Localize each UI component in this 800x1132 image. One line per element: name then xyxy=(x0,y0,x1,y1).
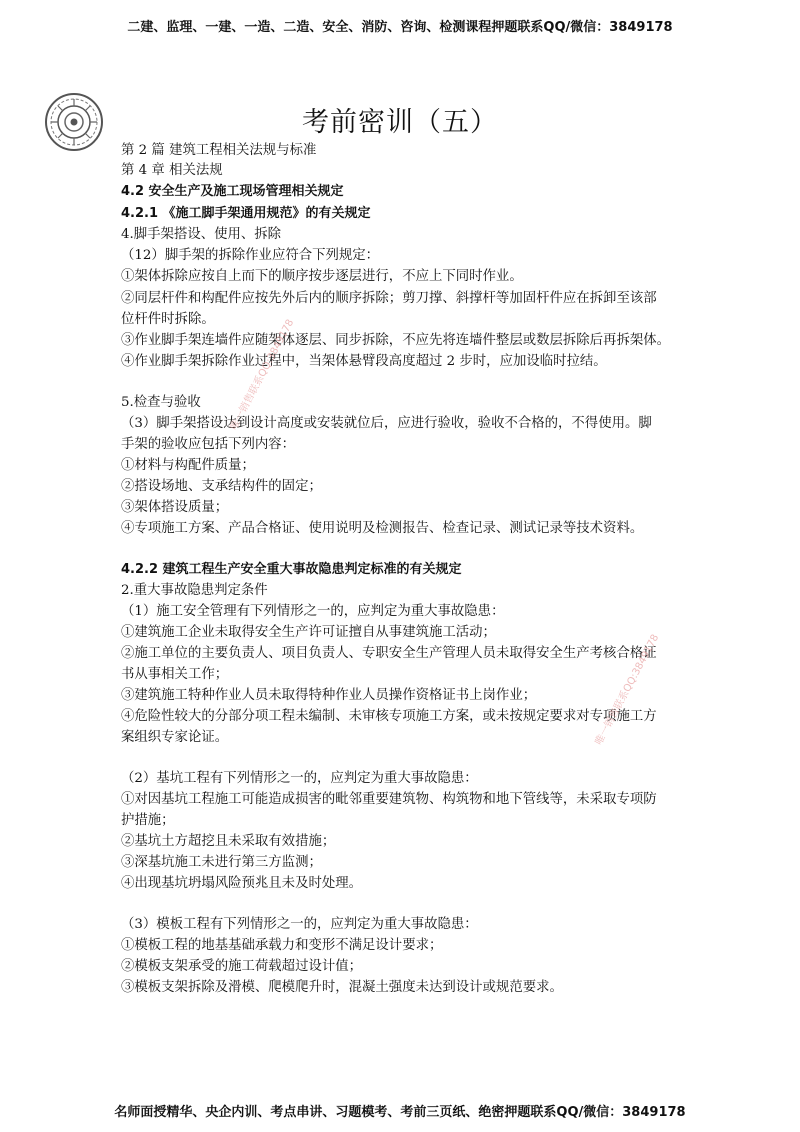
paragraph-line: ①对因基坑工程施工可能造成损害的毗邻重要建筑物、构筑物和地下管线等，未采取专项防 xyxy=(121,792,657,807)
section-chapter-heading: 第 4 章 相关法规 xyxy=(121,163,223,178)
paragraph-line: ②同层杆件和构配件应按先外后内的顺序拆除；剪刀撑、斜撑杆等加固杆件应在拆卸至该部 xyxy=(121,291,657,306)
paragraph-line: ③建筑施工特种作业人员未取得特种作业人员操作资格证书上岗作业； xyxy=(121,688,537,703)
watermark: 唯一销售联系QQ:3849178 xyxy=(593,632,662,748)
paragraph-line: （1）施工安全管理有下列情形之一的，应判定为重大事故隐患： xyxy=(121,604,505,619)
paragraph-line: （3）脚手架搭设达到设计高度或安装就位后，应进行验收，验收不合格的，不得使用。脚 xyxy=(121,416,652,431)
paragraph-line: ③模板支架拆除及滑模、爬模爬升时，混凝土强度未达到设计或规范要求。 xyxy=(121,980,563,995)
paragraph-line: ②模板支架承受的施工荷载超过设计值； xyxy=(121,959,363,974)
paragraph-line: ③作业脚手架连墙件应随架体逐层、同步拆除，不应先将连墙件整层或数层拆除后再拆架体。 xyxy=(121,333,671,348)
paragraph-line: ②搭设场地、支承结构件的固定； xyxy=(121,479,322,494)
paragraph-line: ④危险性较大的分部分项工程未编制、未审核专项施工方案，或未按规定要求对专项施工方 xyxy=(121,709,657,724)
subsection-heading: 2.重大事故隐患判定条件 xyxy=(121,583,268,598)
paragraph-line: 护措施； xyxy=(121,813,175,828)
page-footer: 名师面授精华、央企内训、考点串讲、习题模考、考前三页纸、绝密押题联系QQ/微信：3849178 xyxy=(114,1105,686,1120)
section-part-heading: 第 2 篇 建筑工程相关法规与标准 xyxy=(121,143,317,158)
section-heading-4-2-1: 4.2.1 《施工脚手架通用规范》的有关规定 xyxy=(121,206,371,221)
paragraph-line: ③架体搭设质量； xyxy=(121,500,229,515)
paragraph-line: ②基坑土方超挖且未采取有效措施； xyxy=(121,834,336,849)
paragraph-line: ①材料与构配件质量； xyxy=(121,458,255,473)
paragraph-line: （3）模板工程有下列情形之一的，应判定为重大事故隐患： xyxy=(121,917,478,932)
paragraph-line: （2）基坑工程有下列情形之一的，应判定为重大事故隐患： xyxy=(121,771,478,786)
section-heading-4-2-2: 4.2.2 建筑工程生产安全重大事故隐患判定标准的有关规定 xyxy=(121,562,462,577)
paragraph-line: ④作业脚手架拆除作业过程中，当架体悬臂段高度超过 2 步时，应加设临时拉结。 xyxy=(121,354,607,369)
paragraph-line: 案组织专家论证。 xyxy=(121,730,229,745)
paragraph-line: ①建筑施工企业未取得安全生产许可证擅自从事建筑施工活动； xyxy=(121,625,496,640)
paragraph-line: 手架的验收应包括下列内容： xyxy=(121,437,296,452)
paragraph-line: ④专项施工方案、产品合格证、使用说明及检测报告、检查记录、测试记录等技术资料。 xyxy=(121,521,644,536)
paragraph-line: ②施工单位的主要负责人、项目负责人、专职安全生产管理人员未取得安全生产考核合格证 xyxy=(121,646,657,661)
paragraph-line: ①架体拆除应按自上而下的顺序按步逐层进行，不应上下同时作业。 xyxy=(121,269,523,284)
page-title: 考前密训（五） xyxy=(302,107,498,138)
paragraph-line: 书从事相关工作； xyxy=(121,667,229,682)
paragraph-line: ①模板工程的地基基础承载力和变形不满足设计要求； xyxy=(121,938,443,953)
page-header: 二建、监理、一建、一造、二造、安全、消防、咨询、检测课程押题联系QQ/微信：3849178 xyxy=(127,20,673,35)
paragraph-line: ③深基坑施工未进行第三方监测； xyxy=(121,855,322,870)
subsection-heading: 5.检查与验收 xyxy=(121,395,201,410)
paragraph-line: （12）脚手架的拆除作业应符合下列规定： xyxy=(121,248,380,263)
section-heading-4-2: 4.2 安全生产及施工现场管理相关规定 xyxy=(121,184,344,199)
watermark: 唯一销售联系QQ:3849178 xyxy=(228,317,297,433)
subsection-heading: 4.脚手架搭设、使用、拆除 xyxy=(121,227,282,242)
paragraph-line: 位杆件时拆除。 xyxy=(121,312,215,327)
paragraph-line: ④出现基坑坍塌风险预兆且未及时处理。 xyxy=(121,876,363,891)
